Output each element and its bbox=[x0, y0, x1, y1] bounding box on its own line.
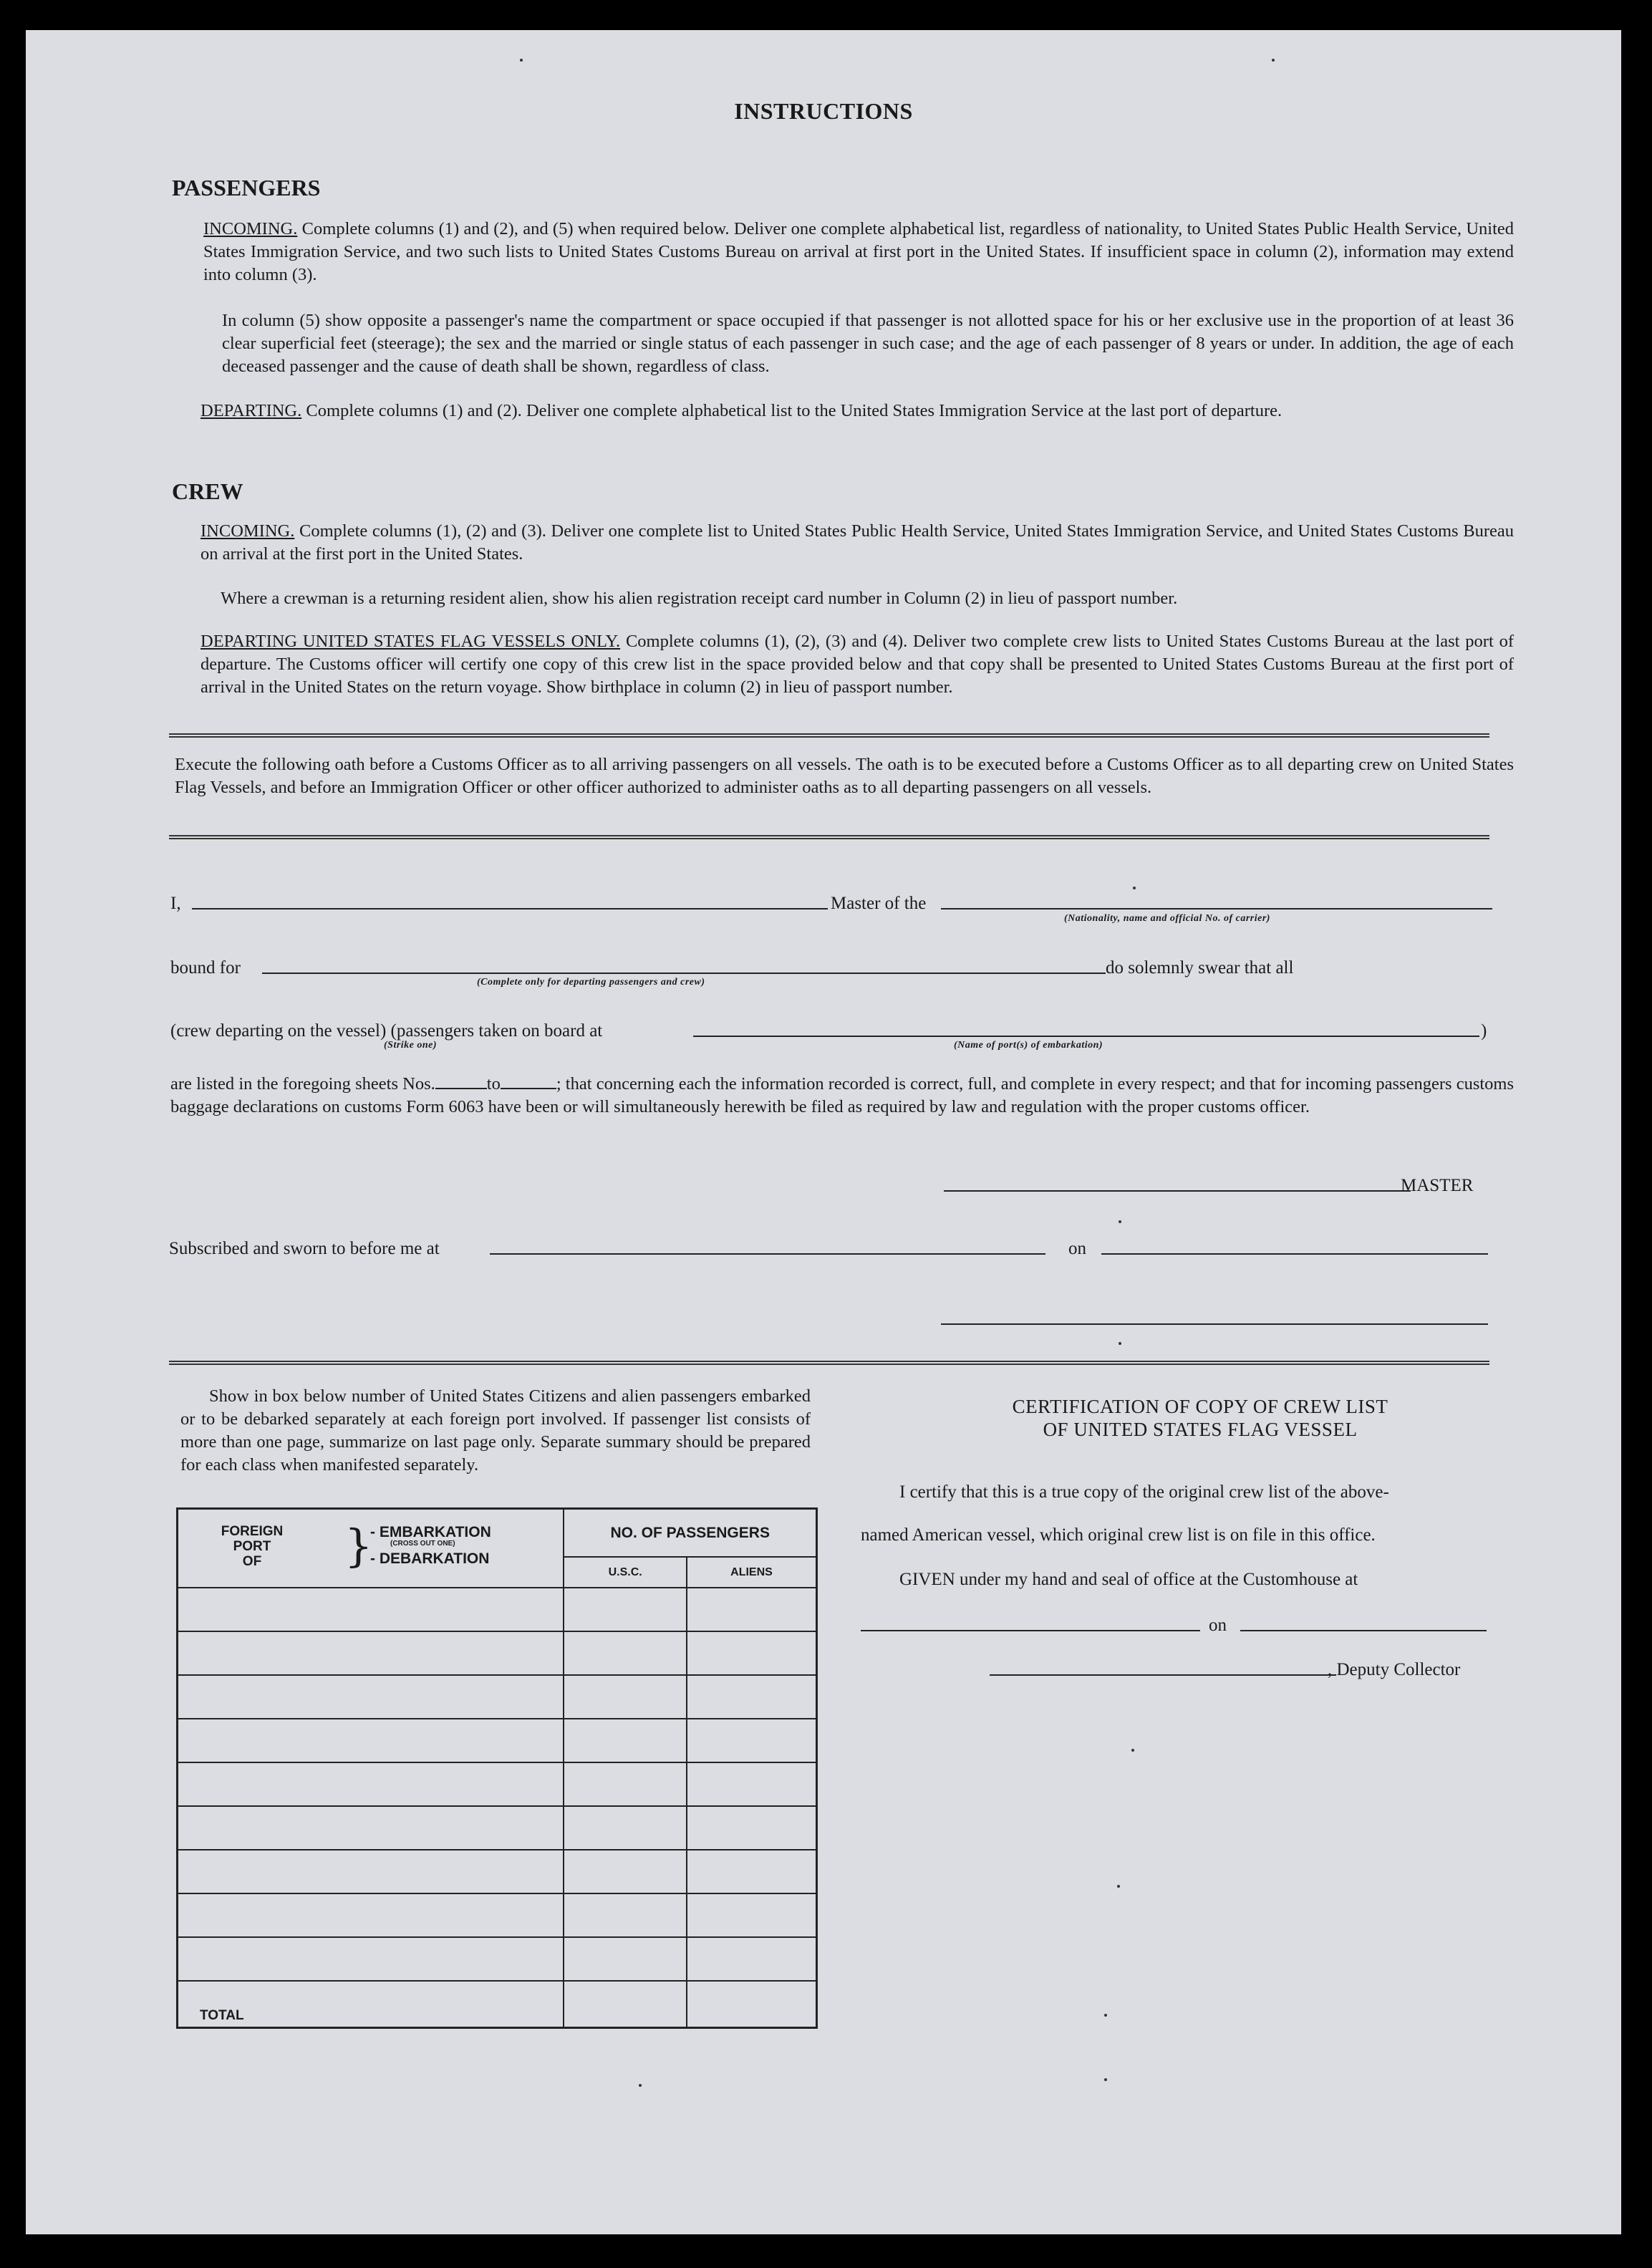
certification-date-field[interactable] bbox=[1240, 1630, 1487, 1631]
aliens-label: ALIENS bbox=[730, 1565, 773, 1578]
passengers-heading: PASSENGERS bbox=[172, 175, 321, 201]
usc-cell[interactable] bbox=[564, 1806, 687, 1850]
aliens-header bbox=[687, 1557, 817, 1588]
usc-cell[interactable] bbox=[564, 1588, 687, 1631]
given-text: GIVEN under my hand and seal of office at the Customhouse at bbox=[899, 1570, 1358, 1589]
passengers-departing-paragraph bbox=[201, 400, 1514, 423]
crew-resident-paragraph: Where a crewman is a returning resident alien, show his alien registration receipt card number in Column (2) in lieu of passport number. bbox=[221, 589, 1178, 608]
total-label: TOTAL bbox=[200, 2008, 244, 2023]
certify-text-line2: named American vessel, which original crew list is on file in this office. bbox=[861, 1525, 1376, 1545]
table-row bbox=[178, 1850, 817, 1893]
table-row bbox=[178, 1675, 817, 1719]
port-caption: (Name of port(s) of embarkation) bbox=[954, 1040, 1103, 1051]
master-name-field[interactable] bbox=[192, 908, 852, 909]
crew-incoming-paragraph bbox=[201, 520, 1514, 566]
sheet-to-field[interactable] bbox=[501, 1075, 556, 1089]
port-header-cell bbox=[178, 1509, 564, 1588]
table-row bbox=[178, 1719, 817, 1762]
listed-paragraph bbox=[170, 1073, 1514, 1119]
scan-speck bbox=[1119, 1220, 1121, 1223]
scan-speck bbox=[1119, 1342, 1121, 1345]
no-of-passengers-header bbox=[564, 1509, 816, 1558]
strike-one-caption: (Strike one) bbox=[384, 1040, 438, 1051]
table-row bbox=[178, 1806, 817, 1850]
crew-incoming-text: Complete columns (1), (2) and (3). Deliver one complete list to United States Public Health Service, United States Immigration Service, and United States Customs Bureau on arrival at the first port in the United States. bbox=[201, 521, 1514, 564]
aliens-cell[interactable] bbox=[687, 1937, 817, 1981]
scan-speck bbox=[1131, 1749, 1134, 1752]
usc-cell[interactable] bbox=[564, 1719, 687, 1762]
page-title: INSTRUCTIONS bbox=[734, 98, 913, 124]
solemnly-swear-text: do solemnly swear that all bbox=[1106, 958, 1294, 978]
port-cell[interactable] bbox=[178, 1588, 564, 1631]
scan-speck bbox=[1272, 59, 1275, 62]
no-of-passengers-label: NO. OF PASSENGERS bbox=[610, 1524, 770, 1541]
usc-cell[interactable] bbox=[564, 1762, 687, 1806]
crew-heading: CREW bbox=[172, 478, 243, 504]
oath-instructions: Execute the following oath before a Customs Officer as to all arriving passengers on all vessels. The oath is to be executed before a Customs Officer as to all departing crew on United States Flag Vessels, and before an Immigration Officer or other officer authorized to administer oaths as to all departing passengers on all vessels. bbox=[175, 755, 1514, 797]
port-cell[interactable] bbox=[178, 1631, 564, 1675]
brace-icon: } bbox=[344, 1520, 373, 1572]
crew-departing-text: Complete columns (1), (2), (3) and (4). Deliver two complete crew lists to United States Customs Bureau at the last port of departure. The Customs officer will certify one copy of this crew list in the space provided below and that copy shall be presented to United States Customs Bureau at the first port of arrival in the United States on the return voyage. Show birthplace in column (2) in lieu of passport number. bbox=[201, 632, 1514, 697]
destination-field[interactable] bbox=[262, 973, 1106, 974]
usc-header bbox=[564, 1557, 687, 1588]
certification-heading-line2: OF UNITED STATES FLAG VESSEL bbox=[1043, 1419, 1358, 1440]
crew-departing-text: (crew departing on the vessel) (passengers taken on board at bbox=[170, 1021, 603, 1041]
embarkation-port-field[interactable] bbox=[693, 1036, 1479, 1037]
sheet-from-field[interactable] bbox=[435, 1075, 487, 1089]
passengers-incoming-text: Complete columns (1) and (2), and (5) when required below. Deliver one complete alphabetical list, regardless of nationality, to United States Public Health Service, United States Immigration Service, and two such lists to United States Customs Bureau on arrival at first port in the United States. If insufficient space in column (2), information may extend into column (3). bbox=[203, 219, 1514, 284]
divider bbox=[169, 835, 1489, 839]
aliens-cell[interactable] bbox=[687, 1719, 817, 1762]
crew-incoming-label: INCOMING. bbox=[201, 521, 295, 541]
passengers-departing-label: DEPARTING. bbox=[201, 401, 302, 420]
summary-instructions: Show in box below number of United States Citizens and alien passengers embarked or to be debarked separately at each foreign port involved. If passenger list consists of more than one page, summarize on last page only. Separate summary should be prepared for each class when manifested separately. bbox=[180, 1386, 811, 1475]
nationality-caption: (Nationality, name and official No. of carrier) bbox=[1064, 913, 1270, 924]
subscribed-label: Subscribed and sworn to before me at bbox=[169, 1239, 440, 1258]
port-cell[interactable] bbox=[178, 1937, 564, 1981]
deputy-collector-signature-field[interactable] bbox=[990, 1674, 1336, 1676]
port-cell[interactable] bbox=[178, 1893, 564, 1937]
debarkation-label: - DEBARKATION bbox=[370, 1550, 490, 1567]
bound-for-label: bound for bbox=[170, 958, 241, 978]
usc-label: U.S.C. bbox=[608, 1565, 642, 1578]
table-row bbox=[178, 1762, 817, 1806]
oath-i-label: I, bbox=[170, 894, 181, 913]
port-cell[interactable] bbox=[178, 1675, 564, 1719]
aliens-cell[interactable] bbox=[687, 1762, 817, 1806]
officer-signature-field[interactable] bbox=[941, 1323, 1488, 1325]
scan-speck bbox=[639, 2084, 642, 2087]
scan-speck bbox=[1104, 2014, 1107, 2017]
total-aliens-cell[interactable] bbox=[687, 1981, 817, 2028]
port-cell[interactable] bbox=[178, 1850, 564, 1893]
scan-speck bbox=[1117, 1885, 1120, 1888]
usc-cell[interactable] bbox=[564, 1675, 687, 1719]
aliens-cell[interactable] bbox=[687, 1850, 817, 1893]
crew-departing-paragraph bbox=[201, 630, 1514, 699]
usc-cell[interactable] bbox=[564, 1631, 687, 1675]
aliens-cell[interactable] bbox=[687, 1675, 817, 1719]
port-cell[interactable] bbox=[178, 1806, 564, 1850]
close-paren: ) bbox=[1481, 1021, 1487, 1041]
usc-cell[interactable] bbox=[564, 1850, 687, 1893]
subscribed-date-field[interactable] bbox=[1101, 1253, 1488, 1255]
carrier-field[interactable] bbox=[941, 908, 1492, 909]
scan-speck bbox=[1104, 2078, 1107, 2081]
total-usc-cell[interactable] bbox=[564, 1981, 687, 2028]
table-row bbox=[178, 1937, 817, 1981]
scan-speck bbox=[520, 59, 523, 62]
port-cell[interactable] bbox=[178, 1719, 564, 1762]
crew-departing-label: DEPARTING UNITED STATES FLAG VESSELS ONLY. bbox=[201, 632, 621, 651]
usc-cell[interactable] bbox=[564, 1937, 687, 1981]
complete-only-caption: (Complete only for departing passengers and crew) bbox=[477, 977, 705, 988]
aliens-cell[interactable] bbox=[687, 1588, 817, 1631]
embarkation-label: - EMBARKATION bbox=[370, 1524, 491, 1540]
deputy-collector-label: , Deputy Collector bbox=[1328, 1660, 1461, 1679]
master-label: MASTER bbox=[1401, 1176, 1474, 1195]
port-cell[interactable] bbox=[178, 1762, 564, 1806]
cross-out-one-label: (CROSS OUT ONE) bbox=[390, 1540, 455, 1548]
certification-heading-line1: CERTIFICATION OF COPY OF CREW LIST bbox=[1012, 1396, 1388, 1417]
aliens-cell[interactable] bbox=[687, 1631, 817, 1675]
to-label: to bbox=[486, 1074, 501, 1094]
listed-text: ; that concerning each the information recorded is correct, full, and complete in every respect; and that for incoming passengers customs baggage declarations on customs Form 6063 have been or will simultaneously herewith be filed as required by law and regulation with the proper customs officer. bbox=[170, 1074, 1514, 1116]
passengers-column5-paragraph: In column (5) show opposite a passenger's name the compartment or space occupied if that passenger is not allotted space for his or her exclusive use in the proportion of at least 36 clear superficial feet (steerage); the sex and the married or single status of each passenger in such case; and the age of each passenger of 8 years or under. In addition, the age of each deceased passenger and the cause of death shall be shown, regardless of class. bbox=[222, 311, 1514, 376]
form-page bbox=[26, 30, 1621, 2234]
scan-speck bbox=[1133, 887, 1136, 889]
subscribed-on-label: on bbox=[1068, 1239, 1086, 1258]
total-row bbox=[178, 1981, 817, 2028]
aliens-cell[interactable] bbox=[687, 1806, 817, 1850]
total-label-cell bbox=[178, 1981, 564, 2028]
subscribed-place-field[interactable] bbox=[490, 1253, 1045, 1255]
divider bbox=[169, 1361, 1489, 1365]
table-row bbox=[178, 1631, 817, 1675]
master-of-the-label: Master of the bbox=[828, 894, 929, 914]
certify-text-line1: I certify that this is a true copy of the original crew list of the above- bbox=[899, 1482, 1389, 1502]
customhouse-field[interactable] bbox=[861, 1630, 1200, 1631]
listed-prefix: are listed in the foregoing sheets Nos. bbox=[170, 1074, 435, 1094]
usc-cell[interactable] bbox=[564, 1893, 687, 1937]
passengers-departing-text: Complete columns (1) and (2). Deliver one complete alphabetical list to the United States Immigration Service at the last port of departure. bbox=[306, 401, 1283, 420]
divider bbox=[169, 733, 1489, 738]
passengers-incoming-paragraph bbox=[203, 218, 1514, 286]
table-row bbox=[178, 1893, 817, 1937]
passengers-incoming-label: INCOMING. bbox=[203, 219, 298, 238]
certification-heading bbox=[856, 1395, 1544, 1441]
foreign-port-of-label: FOREIGN PORT OF bbox=[221, 1524, 284, 1569]
master-signature-field[interactable] bbox=[944, 1190, 1411, 1192]
certification-on-label: on bbox=[1209, 1616, 1227, 1635]
aliens-cell[interactable] bbox=[687, 1893, 817, 1937]
table-row bbox=[178, 1588, 817, 1631]
passenger-summary-table bbox=[176, 1507, 818, 2029]
